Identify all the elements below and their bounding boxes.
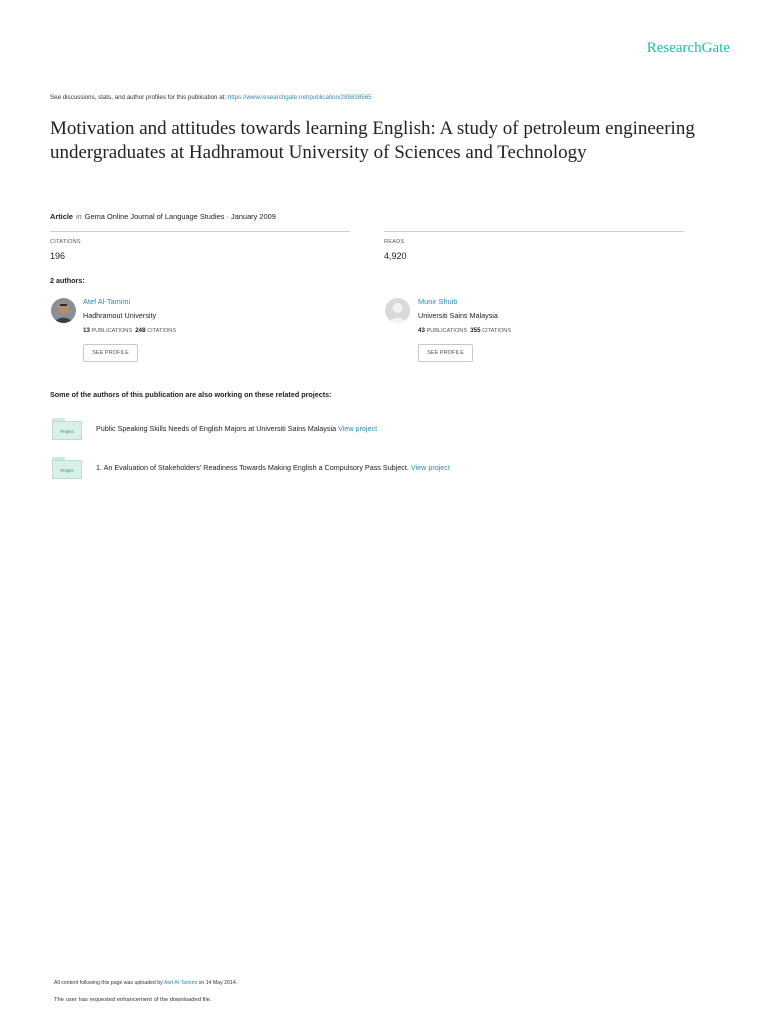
- discussion-line: [50, 94, 372, 101]
- publications-label: PUBLICATIONS: [426, 328, 468, 334]
- author-affiliation: Hadhramout University: [83, 311, 157, 320]
- citations-label: CITATIONS: [482, 328, 512, 334]
- project-item: [96, 424, 377, 433]
- avatar[interactable]: [385, 298, 410, 323]
- upload-note: [54, 980, 237, 986]
- folder-icon: [52, 457, 82, 479]
- project-title: Public Speaking Skills Needs of English Majors at Universiti Sains Malaysia: [96, 424, 337, 433]
- uploader-link[interactable]: Atef Al-Tamimi: [163, 980, 198, 986]
- publications-label: PUBLICATIONS: [91, 328, 133, 334]
- author-name[interactable]: Atef Al-Tamimi: [83, 297, 131, 306]
- upload-note-before: All content following this page was uploaded by: [54, 980, 163, 986]
- researchgate-logo[interactable]: ResearchGate: [646, 40, 730, 56]
- author-stats: [83, 327, 176, 334]
- upload-note-after: on 14 May 2014.: [198, 980, 238, 986]
- publication-meta: [50, 212, 276, 221]
- in-label: in: [76, 212, 82, 221]
- reads-value: 4,920: [384, 251, 407, 261]
- citations-label: CITATIONS: [147, 328, 177, 334]
- citations-value: 196: [50, 251, 66, 261]
- citations-label: CITATIONS: [50, 239, 81, 245]
- related-projects-heading: Some of the authors of this publication are also working on these related projects:: [50, 390, 332, 399]
- author-stats: [418, 327, 511, 334]
- authors-heading: 2 authors:: [50, 276, 85, 285]
- avatar[interactable]: [51, 298, 76, 323]
- project-item: [96, 463, 450, 472]
- see-profile-button[interactable]: SEE PROFILE: [83, 344, 138, 362]
- view-project-link[interactable]: View project: [410, 463, 450, 472]
- publication-url-link[interactable]: https://www.researchgate.net/publication/285838565: [227, 94, 372, 101]
- publication-title: Motivation and attitudes towards learning English: A study of petroleum engineering undergraduates at Hadhramout University of Sciences and Technology: [50, 118, 695, 163]
- publication-type: Article: [50, 212, 74, 221]
- author-name[interactable]: Munir Shuib: [418, 297, 458, 306]
- see-profile-button[interactable]: SEE PROFILE: [418, 344, 473, 362]
- publications-count: 43: [418, 327, 425, 334]
- journal-info[interactable]: Gema Online Journal of Language Studies · January 2009: [84, 212, 276, 221]
- view-project-link[interactable]: View project: [338, 424, 378, 433]
- divider-left: [50, 231, 350, 232]
- enhancement-note: The user has requested enhancement of the downloaded file.: [54, 997, 212, 1003]
- project-folder-label: Project: [52, 421, 82, 440]
- author-affiliation: Universiti Sains Malaysia: [418, 311, 498, 320]
- folder-icon: [52, 418, 82, 440]
- project-folder-label: Project: [52, 460, 82, 479]
- reads-label: READS: [384, 239, 405, 245]
- citations-count: 248: [135, 327, 146, 334]
- divider-right: [384, 231, 684, 232]
- publications-count: 13: [83, 327, 90, 334]
- discussion-text: See discussions, stats, and author profiles for this publication at:: [50, 94, 227, 101]
- citations-count: 355: [470, 327, 481, 334]
- project-title: 1. An Evaluation of Stakeholders' Readiness Towards Making English a Compulsory Pass Subject.: [96, 463, 409, 472]
